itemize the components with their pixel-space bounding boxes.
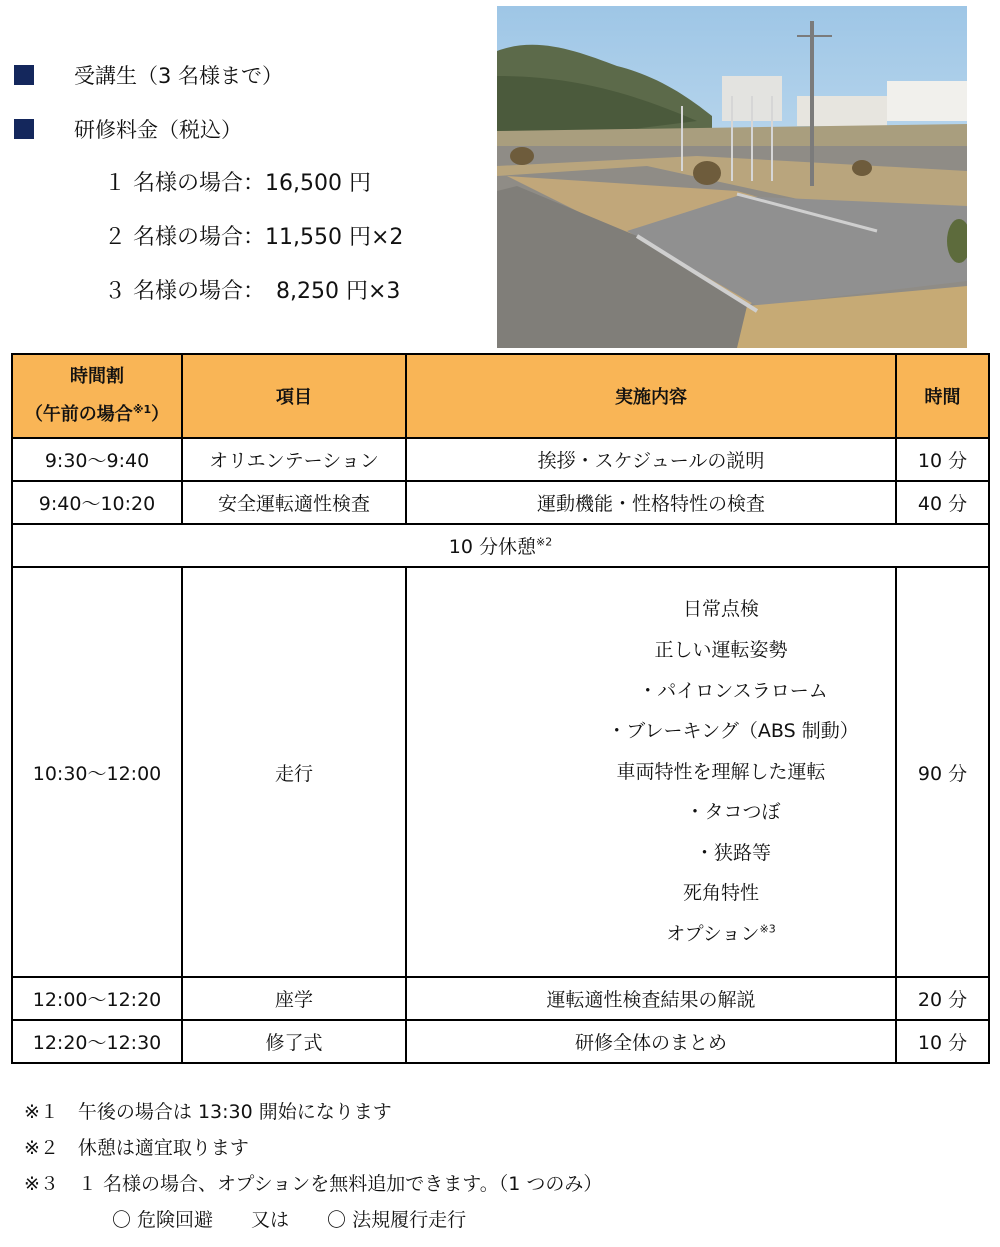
- row-duration: 10 分: [896, 438, 989, 481]
- row-item: 修了式: [182, 1020, 406, 1063]
- driving-item: 走行: [182, 567, 406, 977]
- fee-bullet: [14, 114, 242, 144]
- break-cell: 10 分休憩$^{※2}$: [12, 524, 989, 567]
- row-duration: 20 分: [896, 977, 989, 1020]
- table-row: [12, 438, 989, 481]
- header-item: 項目: [182, 354, 406, 438]
- driving-course-photo: [497, 6, 967, 348]
- fee-three-persons: ３ 名様の場合： 8,250 円×3: [104, 279, 401, 304]
- fee-label: 研修料金（税込）: [74, 118, 242, 142]
- list-item: ・パイロンスラローム: [638, 679, 828, 702]
- row-content: 挨拶・スケジュールの説明: [406, 438, 896, 481]
- square-bullet-icon: [14, 119, 34, 139]
- list-item: 車両特性を理解した運転: [616, 760, 826, 783]
- footnote-1: ※１ 午後の場合は 13:30 開始になります: [24, 1101, 392, 1123]
- trainees-bullet: [14, 60, 283, 90]
- list-item: 正しい運転姿勢: [654, 638, 788, 661]
- header-duration: 時間: [896, 354, 989, 438]
- course-photo: [497, 6, 967, 348]
- driving-contents: [406, 567, 896, 977]
- row-time: 12:20～12:30: [12, 1020, 182, 1063]
- driving-duration: 90 分: [896, 567, 989, 977]
- table-header-row: [12, 354, 989, 438]
- break-row: [12, 524, 989, 567]
- footnote-2: ※２ 休憩は適宜取ります: [24, 1137, 249, 1159]
- row-time: 9:30～9:40: [12, 438, 182, 481]
- fee-one-person: １ 名様の場合：16,500 円: [104, 171, 371, 196]
- fee-two-persons: ２ 名様の場合：11,550 円×2: [104, 225, 404, 250]
- table-row: [12, 1020, 989, 1063]
- row-content: 研修全体のまとめ: [406, 1020, 896, 1063]
- square-bullet-icon: [14, 65, 34, 85]
- row-item: 安全運転適性検査: [182, 481, 406, 524]
- list-item: 日常点検: [682, 598, 759, 621]
- row-content: 運転適性検査結果の解説: [406, 977, 896, 1020]
- table-row: [12, 481, 989, 524]
- schedule-table: [11, 353, 990, 1064]
- row-item: 座学: [182, 977, 406, 1020]
- row-duration: 10 分: [896, 1020, 989, 1063]
- option-choices: 〇 危険回避 又は 〇 法規履行走行: [112, 1209, 467, 1231]
- row-content: 運動機能・性格特性の検査: [406, 481, 896, 524]
- row-time: 12:00～12:20: [12, 977, 182, 1020]
- header-time: 時間割 （午前の場合$^{※1}$）: [12, 354, 182, 438]
- list-item: ・狭路等: [694, 841, 771, 864]
- footnote-3: ※３ １ 名様の場合、オプションを無料追加できます。（1 つのみ）: [24, 1173, 603, 1195]
- list-item: オプション$^{※3}$: [666, 922, 776, 946]
- row-time: 9:40～10:20: [12, 481, 182, 524]
- list-item: ・タコつぼ: [685, 801, 781, 824]
- footnotes: [24, 1094, 602, 1238]
- driving-time: 10:30～12:00: [12, 567, 182, 977]
- row-item: オリエンテーション: [182, 438, 406, 481]
- trainees-label: 受講生（3 名様まで）: [74, 64, 284, 88]
- driving-row: [12, 567, 989, 977]
- row-duration: 40 分: [896, 481, 989, 524]
- table-row: [12, 977, 989, 1020]
- course-info: [0, 0, 490, 345]
- header-content: 実施内容: [406, 354, 896, 438]
- list-item: ・ブレーキング（ABS 制動）: [607, 720, 859, 743]
- list-item: 死角特性: [682, 882, 759, 905]
